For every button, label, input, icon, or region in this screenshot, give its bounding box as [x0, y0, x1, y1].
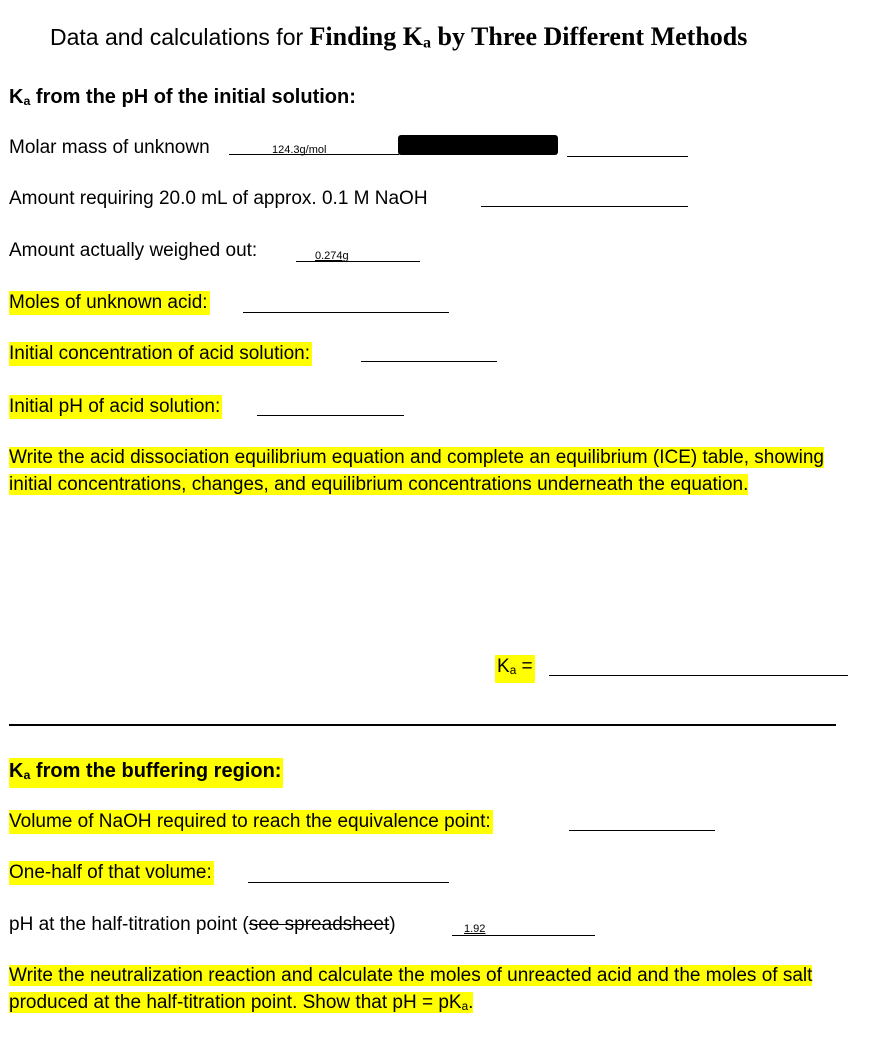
molar-mass-value: 124.3g/mol — [272, 144, 327, 156]
molar-mass-extra-field[interactable] — [567, 156, 688, 157]
ice-instruction: Write the acid dissociation equilibrium equation and complete an equilibrium (ICE) table, showing initial concentrations, changes, and equilibrium concentrations underneath the equation. — [9, 447, 824, 495]
ka-label: $K_a$ = — [495, 655, 535, 683]
initial-conc-label: Initial concentration of acid solution: — [9, 343, 311, 364]
section-divider — [9, 724, 836, 726]
initial-conc-field[interactable] — [361, 361, 497, 362]
amount-required-label: Amount requiring 20.0 mL of approx. 0.1 M NaOH — [9, 188, 428, 209]
amount-weighed-value: 0.274g — [315, 250, 349, 262]
redaction-mark — [398, 135, 558, 155]
volume-label: Volume of NaOH required to reach the equivalence point: — [9, 811, 491, 832]
section-heading-initial-ph: $K_a$ from the pH of the initial solution: — [9, 86, 356, 108]
volume-field[interactable] — [569, 830, 715, 831]
half-volume-label: One-half of that volume: — [9, 862, 212, 883]
section-heading-buffering: $K_a$ from the buffering region: — [9, 758, 283, 788]
struck-text: see spreadsheet — [248, 914, 390, 935]
amount-required-field[interactable] — [481, 206, 688, 207]
page-title: Data and calculations for Finding $K_a$ by Three Different Methods — [50, 22, 748, 52]
molar-mass-label: Molar mass of unknown — [9, 137, 210, 158]
ka-field[interactable] — [549, 675, 848, 676]
half-volume-field[interactable] — [248, 882, 449, 883]
amount-weighed-label: Amount actually weighed out: — [9, 240, 258, 261]
initial-ph-label: Initial pH of acid solution: — [9, 396, 221, 417]
ph-half-label: pH at the half-titration point (see spreadsheet) — [9, 914, 396, 935]
ph-half-value: 1.92 — [464, 923, 486, 935]
initial-ph-field[interactable] — [257, 415, 404, 416]
moles-label: Moles of unknown acid: — [9, 292, 208, 313]
ph-half-field[interactable] — [452, 935, 595, 936]
neutralization-instruction: Write the neutralization reaction and calculate the moles of unreacted acid and the moles of salt produced at the half-titration point. Show that pH = $pK_a$. — [9, 965, 813, 1013]
moles-field[interactable] — [243, 312, 449, 313]
